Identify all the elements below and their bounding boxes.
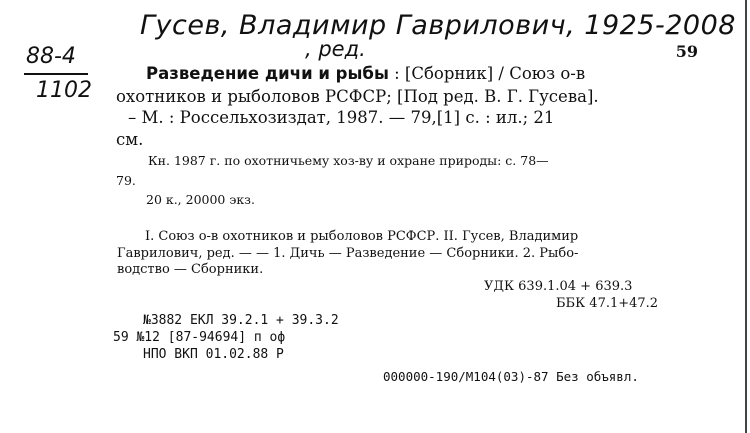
added-entry-line: водство — Сборники. [117,262,264,277]
code-line: 000000-190/М104(03)-87 Без объявл. [383,369,639,384]
handwritten-role: , ред. [305,37,366,61]
description-line: – М. : Россельхозиздат, 1987. — 79,[1] с. : ил.; 21 [128,108,555,127]
description-line: см. [116,130,144,149]
note-line: Кн. 1987 г. по охотничьему хоз-ву и охране природы: с. 78— [148,153,549,168]
handwritten-author: Гусев, Владимир Гаврилович, 1925-2008 [140,10,736,41]
title-rest: : [Сборник] / Союз о-в [388,64,586,83]
shelf-mark-divider [24,73,88,75]
title-line [146,64,585,83]
shelf-mark-bottom: 1102 [36,78,92,103]
description-line: охотников и рыболовов РСФСР; [Под ред. В. Г. Гусева]. [116,87,599,106]
added-entry-line: Гаврилович, ред. — — 1. Дичь — Разведение — Сборники. 2. Рыбо- [117,246,579,261]
card-number: 59 [675,42,698,61]
code-line: НПО ВКП 01.02.88 Р [143,347,284,362]
book-title: Разведение дичи и рыбы [146,64,389,83]
bbk-code: ББК 47.1+47.2 [556,296,659,311]
added-entry-line: I. Союз о-в охотников и рыболовов РСФСР. II. Гусев, Владимир [145,229,579,244]
udk-code: УДК 639.1.04 + 639.3 [484,279,633,294]
code-line: 59 №12 [87-94694] п оф [113,330,286,345]
card-edge [745,0,747,433]
code-line: №3882 ЕКЛ 39.2.1 + 39.3.2 [143,313,339,328]
note-line: 79. [116,173,136,188]
shelf-mark-top: 88-4 [26,44,76,69]
price-run-line: 20 к., 20000 экз. [146,192,255,207]
